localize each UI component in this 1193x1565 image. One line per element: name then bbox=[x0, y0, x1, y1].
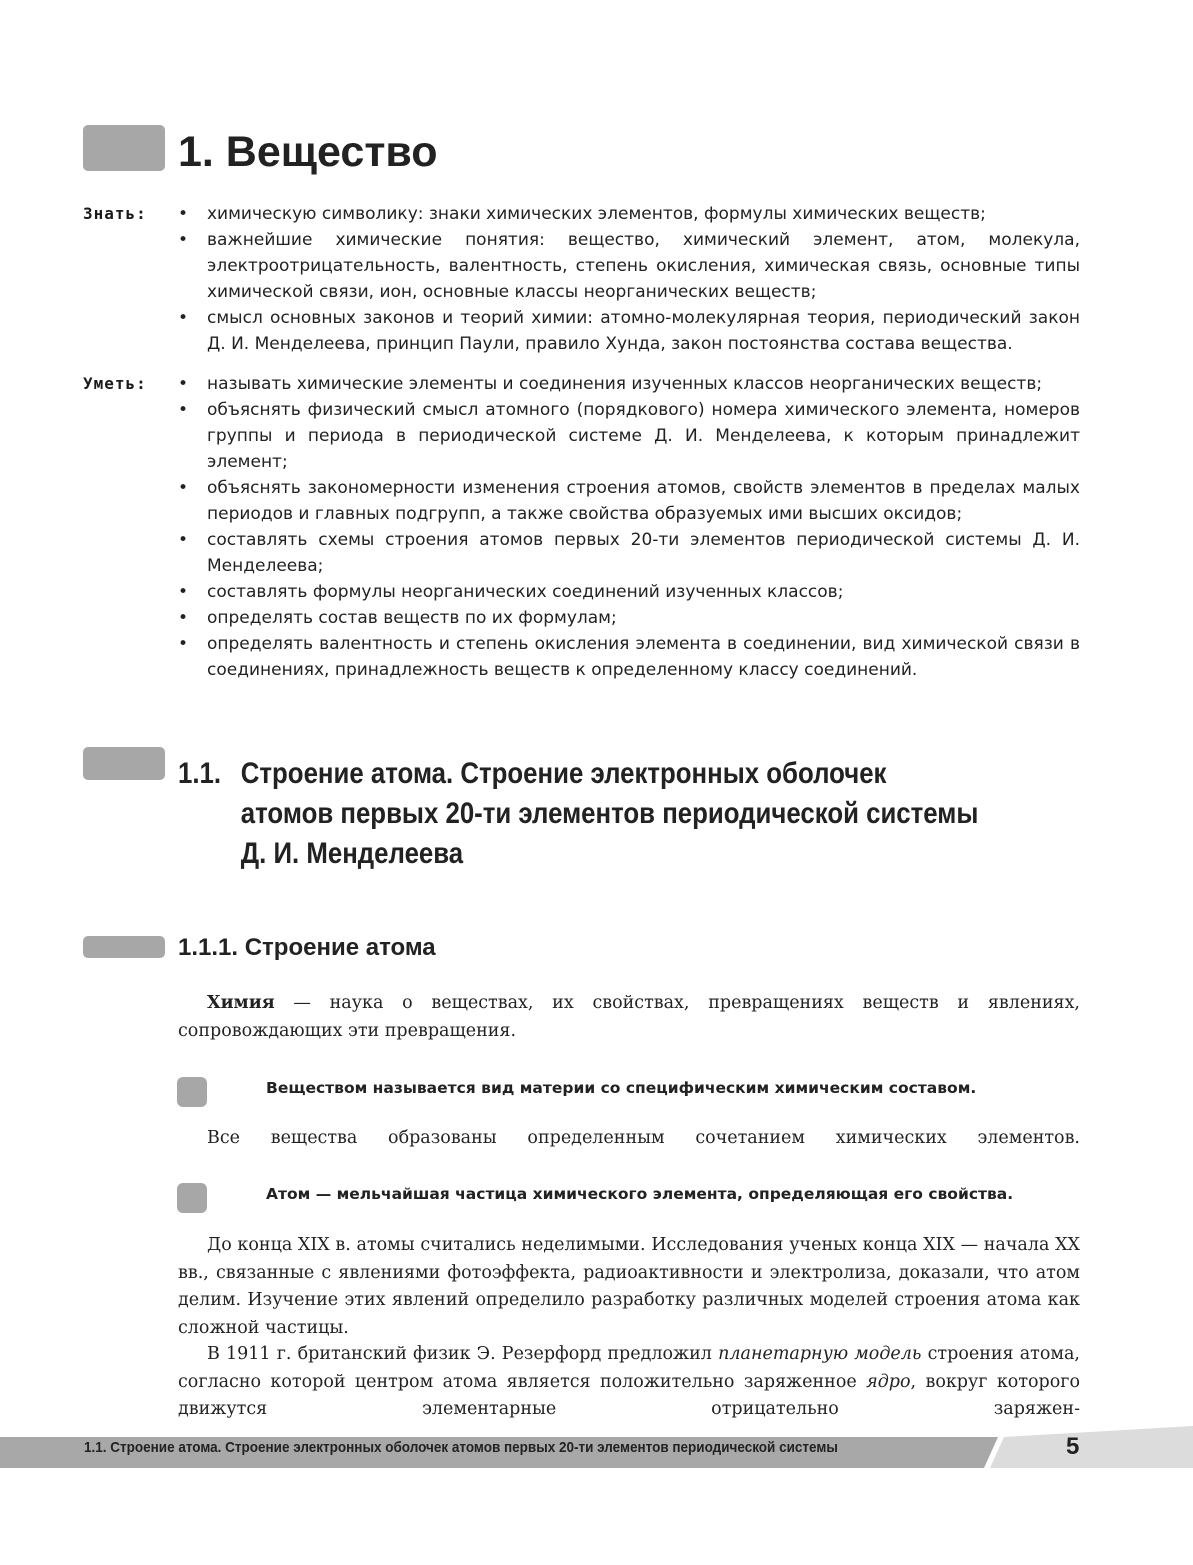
chapter-title: 1. Вещество bbox=[178, 128, 438, 176]
section-title: 1.1. Строение атома. Строение электронных оболочек атомов первых 20-ти элементов периодической системы Д. И. Менделеева bbox=[178, 754, 952, 874]
list-item: • составлять схемы строения атомов первых 20-ти элементов периодической системы Д. И. Менделеева; bbox=[178, 530, 1080, 576]
section-number: 1.1. bbox=[178, 757, 222, 790]
section-marker bbox=[83, 747, 165, 780]
subsection-marker bbox=[83, 936, 165, 958]
subsection-title: 1.1.1. Строение атома bbox=[178, 934, 436, 961]
list-item: • объяснять закономерности изменения строения атомов, свойств элементов в пределах малых периодов и главных подгрупп, а также свойства образуемых ими высших оксидов; bbox=[178, 478, 1080, 524]
list-item: • составлять формулы неорганических соединений изученных классов; bbox=[178, 582, 844, 602]
definition-marker bbox=[177, 1183, 207, 1213]
can-label: Уметь: bbox=[83, 374, 147, 393]
list-item: • химическую символику: знаки химических элементов, формулы химических веществ; bbox=[178, 204, 986, 224]
paragraph: Химия — наука о веществах, их свойствах, превращениях веществ и явлениях, сопровождающих эти превращения. bbox=[178, 993, 1080, 1041]
list-item: • важнейшие химические понятия: вещество, химический элемент, атом, молекула, электроотрицательность, валентность, степень окисления, химическая связь, основные типы химической связи, ион, основные классы неорганических веществ; bbox=[178, 230, 1080, 302]
chapter-marker bbox=[83, 125, 165, 171]
paragraph: В 1911 г. британский физик Э. Резерфорд предложил планетарную модель строения атома, согласно которой центром атома является положительно заряженное ядро, вокруг которого движутся элементарные отрицательно заряжен- bbox=[178, 1344, 1080, 1419]
definition: Атом — мельчайшая частица химического элемента, определяющая его свойства. bbox=[266, 1185, 1014, 1203]
list-item: • объяснять физический смысл атомного (порядкового) номера химического элемента, номеров группы и периода в периодической системе Д. И. Менделеева, к которым принадлежит элемент; bbox=[178, 400, 1080, 472]
list-item: • смысл основных законов и теорий химии: атомно-молекулярная теория, периодический закон Д. И. Менделеева, принцип Паули, правило Хунда, закон постоянства состава вещества. bbox=[178, 308, 1080, 354]
know-label: Знать: bbox=[83, 204, 147, 223]
running-title: 1.1. Строение атома. Строение электронных оболочек атомов первых 20-ти элементов периодической системы bbox=[84, 1439, 838, 1456]
page-number: 5 bbox=[1066, 1433, 1080, 1460]
paragraph: Все вещества образованы определенным сочетанием химических элементов. bbox=[207, 1128, 1080, 1148]
know-list bbox=[178, 201, 1080, 357]
paragraph: До конца XIX в. атомы считались неделимыми. Исследования ученых конца XIX — начала XX вв., связанные с явлениями фотоэффекта, радиоактивности и электролиза, доказали, что атом делим. Изучение этих явлений определило разработку различных моделей строения атома как сложной частицы. bbox=[178, 1235, 1080, 1338]
list-item: • определять валентность и степень окисления элемента в соединении, вид химической связи в соединениях, принадлежность веществ к определенному классу соединений. bbox=[178, 634, 1080, 680]
list-item: • называть химические элементы и соединения изученных классов неорганических веществ; bbox=[178, 374, 1043, 394]
definition-marker bbox=[177, 1077, 207, 1107]
can-list bbox=[178, 371, 1080, 683]
list-item: • определять состав веществ по их формулам; bbox=[178, 608, 617, 628]
definition: Веществом называется вид материи со специфическим химическим составом. bbox=[266, 1079, 977, 1097]
